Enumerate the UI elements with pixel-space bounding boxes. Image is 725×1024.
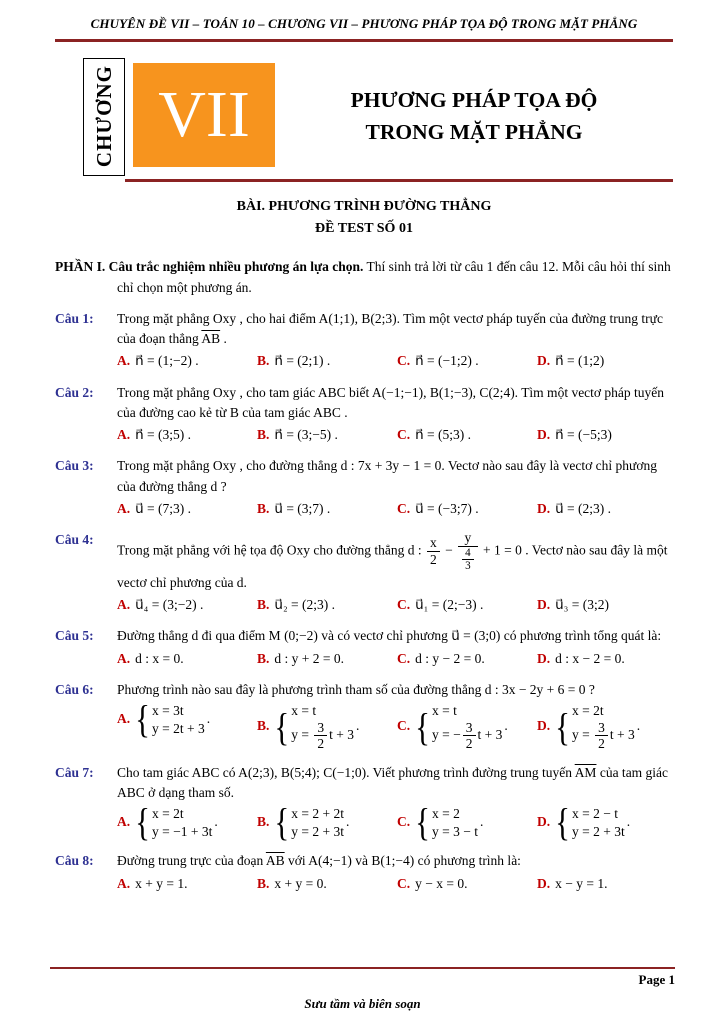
question bbox=[55, 383, 673, 446]
answer-option bbox=[257, 595, 393, 615]
equation-system: { x = 2t y = −1 + 3t bbox=[135, 800, 213, 845]
options-row bbox=[117, 874, 673, 894]
answer-option bbox=[117, 697, 253, 742]
option-value: d : y − 2 = 0. bbox=[415, 650, 485, 666]
left-brace: { bbox=[135, 697, 151, 742]
document-header-title: CHUYÊN ĐỀ VII – TOÁN 10 – CHƯƠNG VII – PHƯƠNG PHÁP TỌA ĐỘ TRONG MẶT PHẲNG bbox=[90, 16, 638, 31]
answer-option bbox=[537, 649, 673, 669]
option-value: u⃗ = (−3;7) . bbox=[415, 500, 479, 516]
question-body: Trong mặt phẳng với hệ tọa độ Oxy cho đường thẳng d : $\frac{x}{2}$ − $\frac{y}{\frac{4}{3}}$ + 1 = 0 . Vectơ nào sau đây là một vectơ chỉ phương của d. bbox=[117, 530, 668, 590]
answer-option bbox=[257, 800, 393, 845]
part-heading-rest: Thí sinh trả lời từ câu 1 đến câu 12. Mỗi câu hỏi thí sinh chỉ chọn một phương án. bbox=[117, 259, 671, 295]
option-value: d : y + 2 = 0. bbox=[274, 650, 344, 666]
question-content bbox=[117, 680, 673, 752]
answer-option bbox=[257, 874, 393, 894]
answer-option bbox=[117, 649, 253, 669]
part-heading-bold: PHẦN I. Câu trắc nghiệm nhiều phương án lựa chọn. bbox=[55, 259, 364, 275]
question bbox=[55, 456, 673, 519]
question bbox=[55, 680, 673, 752]
equation-system: { x = 3t y = 2t + 3 bbox=[135, 697, 205, 742]
question-body: Phương trình nào sau đây là phương trình tham số của đường thẳng d : 3x − 2y + 6 = 0 ? bbox=[117, 681, 595, 697]
chapter-banner bbox=[83, 58, 673, 176]
option-letter: C. bbox=[397, 813, 411, 829]
option-value: { x = 2 + 2t y = 2 + 3t . bbox=[274, 800, 350, 845]
question-label: Câu 2: bbox=[55, 384, 94, 400]
answer-option bbox=[397, 595, 533, 615]
left-brace: { bbox=[415, 800, 431, 845]
answer-option bbox=[537, 800, 673, 845]
question-content bbox=[117, 851, 673, 894]
chapter-number-box bbox=[133, 63, 275, 167]
page-number: Page 1 bbox=[638, 972, 675, 987]
option-letter: C. bbox=[397, 500, 411, 516]
lesson-heading bbox=[55, 196, 673, 241]
option-value: n⃗ = (3;−5) . bbox=[274, 427, 338, 443]
option-letter: B. bbox=[257, 718, 270, 734]
option-value: n⃗ = (2;1) . bbox=[274, 353, 331, 369]
answer-option bbox=[257, 649, 393, 669]
option-letter: B. bbox=[257, 875, 270, 891]
equation-system: { x = 2 y = 3 − t bbox=[415, 800, 478, 845]
option-value: d : x = 0. bbox=[135, 650, 184, 666]
option-value: d : x − 2 = 0. bbox=[555, 650, 625, 666]
option-letter: B. bbox=[257, 597, 270, 613]
fraction: $\frac{3}{2}$ bbox=[314, 720, 327, 752]
option-letter: C. bbox=[397, 875, 411, 891]
question-body: Đường thẳng d đi qua điểm M (0;−2) và có vectơ chỉ phương u⃗ = (3;0) có phương trình tổng quát là: bbox=[117, 628, 662, 644]
question bbox=[55, 763, 673, 845]
option-value: y − x = 0. bbox=[415, 875, 468, 891]
option-letter: A. bbox=[117, 650, 131, 666]
answer-option bbox=[537, 499, 673, 519]
answer-option bbox=[257, 351, 393, 371]
question-body: Trong mặt phẳng Oxy , cho hai điểm A(1;1), B(2;3). Tìm một vectơ pháp tuyến của đường trung trực của đoạn thẳng $\overline{AB}$ . bbox=[117, 310, 663, 347]
lesson-title: BÀI. PHƯƠNG TRÌNH ĐƯỜNG THẲNG bbox=[236, 198, 492, 214]
option-value: { x = 3t y = 2t + 3 . bbox=[135, 697, 211, 742]
option-letter: D. bbox=[537, 650, 551, 666]
credit-line: Sưu tầm và biên soạn bbox=[304, 996, 421, 1011]
answer-option bbox=[397, 800, 533, 845]
question-body: Trong mặt phẳng Oxy , cho đường thẳng d : 7x + 3y − 1 = 0. Vectơ nào sau đây là vectơ chỉ phương của đường thẳng d ? bbox=[117, 458, 657, 494]
question bbox=[55, 309, 673, 372]
fraction: $\frac{3}{2}$ bbox=[463, 720, 476, 752]
option-value: u⃗₂ = (2;3) . bbox=[274, 597, 336, 613]
option-value: n⃗ = (1;−2) . bbox=[135, 353, 199, 369]
answer-option bbox=[257, 425, 393, 445]
chapter-vertical-label: CHƯƠNG bbox=[91, 65, 116, 168]
overline-math: $\overline{AB}$ bbox=[201, 331, 221, 347]
options-row bbox=[117, 425, 673, 445]
answer-option bbox=[397, 874, 533, 894]
question-content bbox=[117, 763, 673, 845]
option-letter: B. bbox=[257, 500, 270, 516]
footer-divider bbox=[50, 967, 675, 970]
option-value: { x = 2t y = −1 + 3t . bbox=[135, 800, 218, 845]
option-letter: C. bbox=[397, 650, 411, 666]
question-body: Cho tam giác ABC có A(2;3), B(5;4); C(−1;0). Viết phương trình đường trung tuyến $\overline{AM}$ của tam giác ABC ở dạng tham số. bbox=[117, 764, 669, 801]
option-value: u⃗₁ = (2;−3) . bbox=[415, 597, 484, 613]
questions-list bbox=[55, 309, 673, 894]
question-label: Câu 8: bbox=[55, 853, 94, 869]
option-value: { x = t y = $\frac{3}{2}$ t + 3 . bbox=[274, 703, 360, 752]
option-value: x + y = 1. bbox=[135, 875, 188, 891]
answer-option bbox=[117, 874, 253, 894]
option-letter: D. bbox=[537, 597, 551, 613]
fraction: $\frac{3}{2}$ bbox=[595, 720, 608, 752]
chapter-vertical-box bbox=[83, 58, 125, 176]
fraction: $\frac{4}{3}$ bbox=[462, 547, 474, 573]
test-title: ĐỀ TEST SỐ 01 bbox=[315, 220, 413, 236]
option-value: u⃗ = (2;3) . bbox=[555, 500, 612, 516]
equation-system: { x = 2t y = $\frac{3}{2}$ t + 3 bbox=[555, 703, 635, 752]
option-letter: A. bbox=[117, 875, 131, 891]
option-letter: A. bbox=[117, 710, 131, 726]
left-brace: { bbox=[415, 705, 431, 749]
answer-option bbox=[257, 702, 393, 752]
equation-system: { x = t y = $\frac{3}{2}$ t + 3 bbox=[274, 703, 355, 752]
question-content bbox=[117, 383, 673, 446]
question-body: Trong mặt phẳng Oxy , cho tam giác ABC biết A(−1;−1), B(1;−3), C(2;4). Tìm một vectơ pháp tuyến của đường cao kẻ từ B của tam giác ABC . bbox=[117, 384, 665, 420]
option-letter: D. bbox=[537, 353, 551, 369]
question-content bbox=[117, 456, 673, 519]
overline-math: $\overline{AM}$ bbox=[574, 764, 597, 780]
question bbox=[55, 530, 673, 615]
page-footer bbox=[50, 967, 675, 1013]
option-value: n⃗ = (1;2) bbox=[555, 353, 605, 369]
answer-option bbox=[537, 874, 673, 894]
option-value: x + y = 0. bbox=[274, 875, 327, 891]
question-label: Câu 7: bbox=[55, 764, 94, 780]
answer-option bbox=[537, 425, 673, 445]
answer-option bbox=[117, 800, 253, 845]
options-row bbox=[117, 499, 673, 519]
question-label: Câu 4: bbox=[55, 532, 94, 548]
answer-option bbox=[117, 425, 253, 445]
question-content bbox=[117, 626, 673, 669]
option-letter: B. bbox=[257, 650, 270, 666]
question-label: Câu 5: bbox=[55, 628, 94, 644]
left-brace: { bbox=[555, 705, 571, 749]
option-value: n⃗ = (−5;3) bbox=[555, 427, 612, 443]
question bbox=[55, 851, 673, 894]
question-label: Câu 1: bbox=[55, 310, 94, 326]
option-value: u⃗ = (7;3) . bbox=[135, 500, 192, 516]
option-letter: A. bbox=[117, 500, 131, 516]
fraction: $\frac{x}{2}$ bbox=[427, 535, 440, 567]
answer-option bbox=[117, 595, 253, 615]
option-letter: C. bbox=[397, 427, 411, 443]
option-letter: D. bbox=[537, 718, 551, 734]
chapter-title bbox=[275, 58, 673, 176]
option-value: n⃗ = (−1;2) . bbox=[415, 353, 479, 369]
option-value: n⃗ = (3;5) . bbox=[135, 427, 192, 443]
answer-option bbox=[537, 595, 673, 615]
option-value: u⃗₃ = (3;2) bbox=[555, 597, 609, 613]
options-row bbox=[117, 800, 673, 845]
option-letter: D. bbox=[537, 875, 551, 891]
option-value: { x = 2t y = $\frac{3}{2}$ t + 3 . bbox=[555, 703, 641, 752]
question-label: Câu 6: bbox=[55, 681, 94, 697]
option-value: { x = t y = − $\frac{3}{2}$ t + 3 . bbox=[415, 703, 508, 752]
answer-option bbox=[397, 702, 533, 752]
option-letter: B. bbox=[257, 813, 270, 829]
left-brace: { bbox=[135, 800, 151, 845]
option-value: n⃗ = (5;3) . bbox=[415, 427, 472, 443]
option-value: u⃗₄ = (3;−2) . bbox=[135, 597, 204, 613]
part-heading bbox=[55, 257, 673, 298]
answer-option bbox=[397, 425, 533, 445]
equation-system: { x = 2 − t y = 2 + 3t bbox=[555, 800, 625, 845]
answer-option bbox=[257, 499, 393, 519]
fraction: $\frac{y}{\frac{4}{3}}$ bbox=[458, 530, 478, 573]
left-brace: { bbox=[274, 800, 290, 845]
option-letter: D. bbox=[537, 500, 551, 516]
answer-option bbox=[397, 351, 533, 371]
header-divider bbox=[55, 39, 673, 42]
answer-option bbox=[397, 499, 533, 519]
equation-system: { x = t y = − $\frac{3}{2}$ t + 3 bbox=[415, 703, 503, 752]
answer-option bbox=[537, 351, 673, 371]
answer-option bbox=[537, 702, 673, 752]
option-value: x − y = 1. bbox=[555, 875, 608, 891]
option-letter: A. bbox=[117, 353, 131, 369]
question-label: Câu 3: bbox=[55, 458, 94, 474]
answer-option bbox=[117, 351, 253, 371]
option-letter: D. bbox=[537, 427, 551, 443]
question-content bbox=[117, 530, 673, 615]
chapter-number: VII bbox=[158, 77, 250, 151]
option-value: { x = 2 y = 3 − t . bbox=[415, 800, 484, 845]
answer-option bbox=[117, 499, 253, 519]
equation-system: { x = 2 + 2t y = 2 + 3t bbox=[274, 800, 345, 845]
options-row bbox=[117, 649, 673, 669]
overline-math: $\overline{AB}$ bbox=[265, 853, 285, 869]
option-letter: D. bbox=[537, 813, 551, 829]
chapter-title-line1: PHƯƠNG PHÁP TỌA ĐỘ bbox=[350, 88, 598, 113]
options-row bbox=[117, 595, 673, 615]
option-letter: B. bbox=[257, 427, 270, 443]
answer-option bbox=[397, 649, 533, 669]
question-body: Đường trung trực của đoạn $\overline{AB}$ với A(4;−1) và B(1;−4) có phương trình là: bbox=[117, 853, 521, 869]
options-row bbox=[117, 351, 673, 371]
left-brace: { bbox=[555, 800, 571, 845]
question-content bbox=[117, 309, 673, 372]
option-value: u⃗ = (3;7) . bbox=[274, 500, 331, 516]
question bbox=[55, 626, 673, 669]
banner-divider bbox=[125, 179, 673, 182]
option-letter: C. bbox=[397, 353, 411, 369]
option-letter: A. bbox=[117, 813, 131, 829]
chapter-title-line2: TRONG MẶT PHẲNG bbox=[365, 119, 583, 144]
options-row bbox=[117, 697, 673, 752]
option-value: { x = 2 − t y = 2 + 3t . bbox=[555, 800, 631, 845]
option-letter: B. bbox=[257, 353, 270, 369]
left-brace: { bbox=[274, 705, 290, 749]
option-letter: C. bbox=[397, 718, 411, 734]
option-letter: A. bbox=[117, 597, 131, 613]
option-letter: A. bbox=[117, 427, 131, 443]
option-letter: C. bbox=[397, 597, 411, 613]
